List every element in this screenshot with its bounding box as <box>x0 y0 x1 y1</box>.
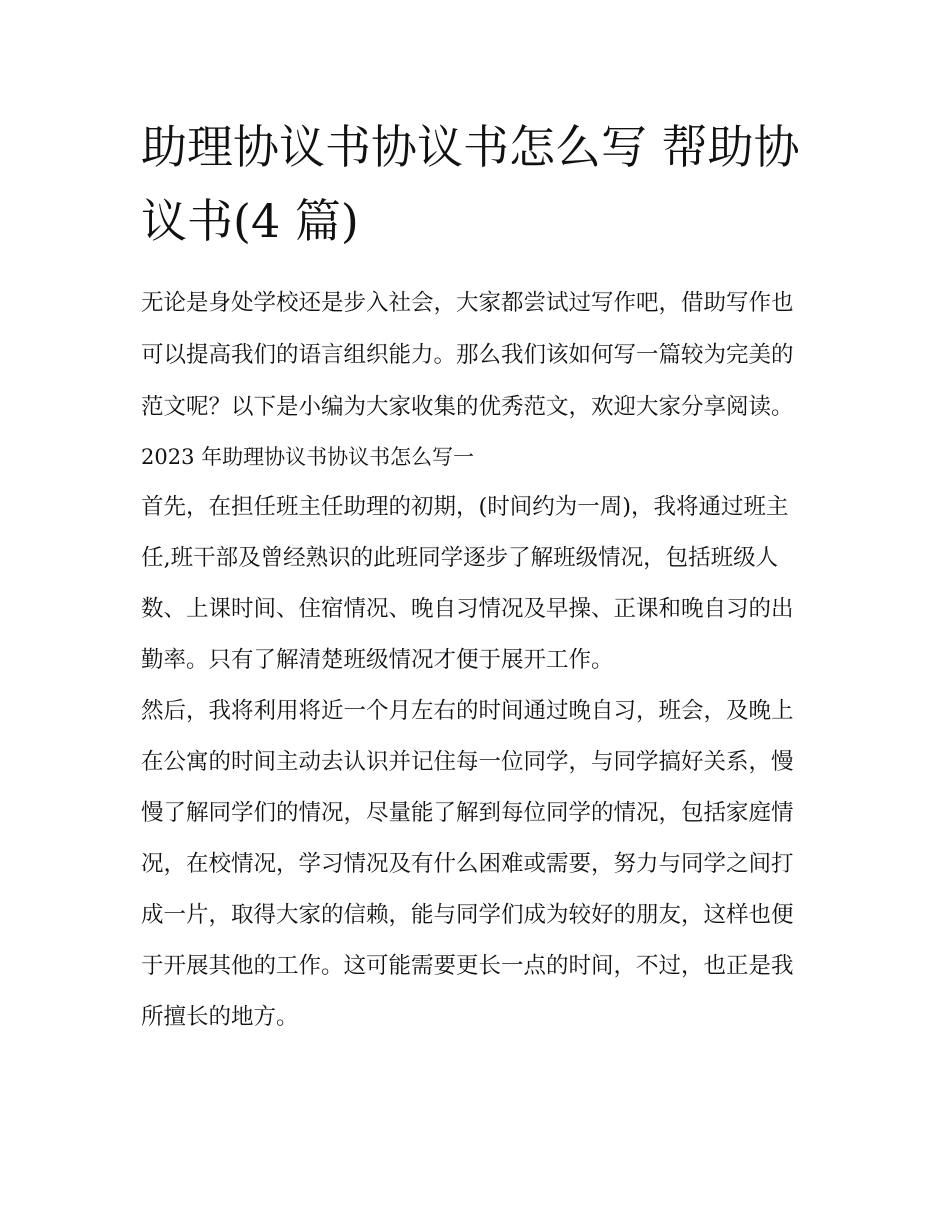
body-paragraph-1: 首先，在担任班主任助理的初期，(时间约为一周)，我将通过班主任,班干部及曾经熟识的此班同学逐步了解班级情况，包括班级人数、上课时间、住宿情况、晚自习情况及早操、正课和晚自习的出勤率。只有了解清楚班级情况才便于展开工作。 <box>141 494 794 673</box>
document-body <box>141 110 813 1043</box>
document-title: 助理协议书协议书怎么写 帮助协议书(4 篇) <box>141 120 800 248</box>
intro-paragraph: 无论是身处学校还是步入社会，大家都尝试过写作吧，借助写作也可以提高我们的语言组织能力。那么我们该如何写一篇较为完美的范文呢？以下是小编为大家收集的优秀范文，欢迎大家分享阅读。 <box>141 290 794 420</box>
body-paragraph-2: 然后，我将利用将近一个月左右的时间通过晚自习，班会，及晚上在公寓的时间主动去认识并记住每一位同学，与同学搞好关系，慢慢了解同学们的情况，尽量能了解到每位同学的情况，包括家庭情况，在校情况，学习情况及有什么困难或需要，努力与同学之间打成一片，取得大家的信赖，能与同学们成为较好的朋友，这样也便于开展其他的工作。这可能需要更长一点的时间，不过，也正是我所擅长的地方。 <box>141 698 794 1030</box>
section-heading: 2023 年助理协议书协议书怎么写一 <box>141 445 475 469</box>
